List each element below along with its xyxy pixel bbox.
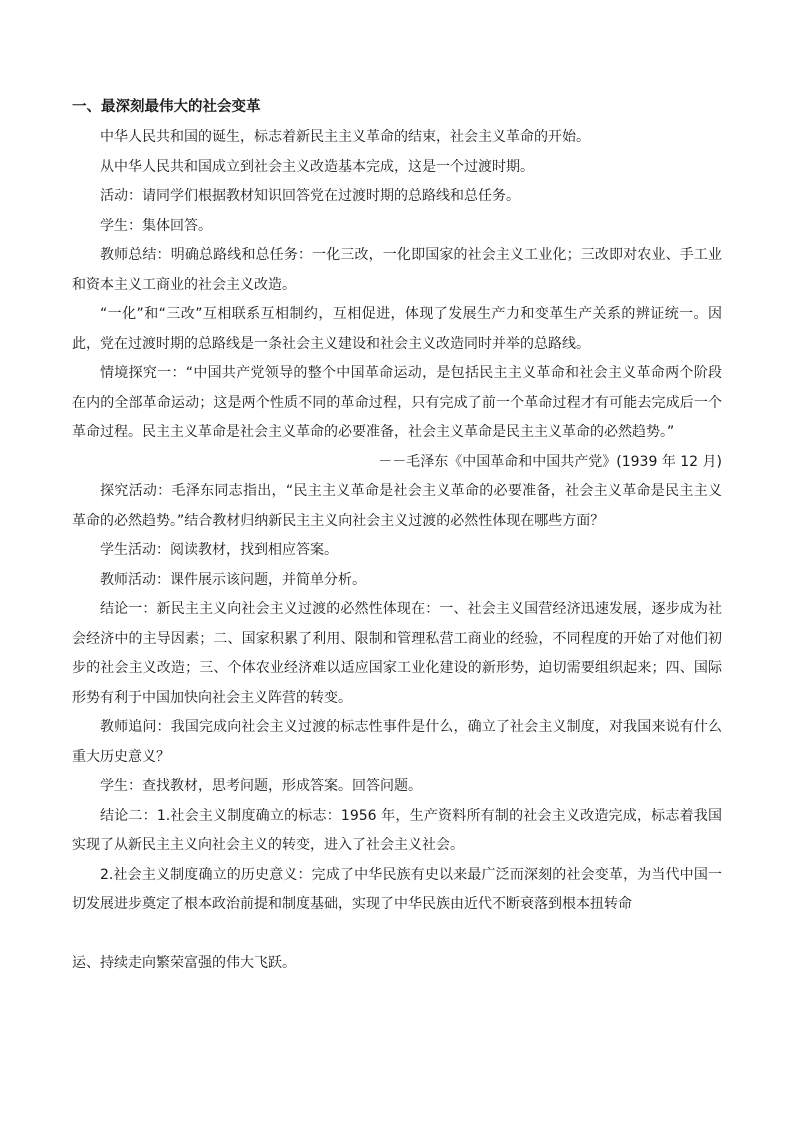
paragraph-teacher-follow-up: 教师追问：我国完成向社会主义过渡的标志性事件是什么，确立了社会主义制度，对我国来说有什么重大历史意义？ xyxy=(72,719,722,765)
quote-attribution: －－毛泽东《中国革命和中国共产党》(1939 年 12 月) xyxy=(378,453,722,470)
paragraph-inquiry-activity: 探究活动：毛泽东同志指出，“民主主义革命是社会主义革命的必要准备，社会主义革命是民主主义革命的必然趋势。”结合教材归纳新民主主义向社会主义过渡的必然性体现在哪些方面？ xyxy=(72,483,722,529)
paragraph-continuation: 运、持续走向繁荣富强的伟大飞跃。 xyxy=(72,954,296,971)
paragraph-teacher-summary: 教师总结：明确总路线和总任务：一化三改，一化即国家的社会主义工业化；三改即对农业、手工业和资本主义工商业的社会主义改造。 xyxy=(72,247,722,293)
paragraph-gap xyxy=(72,920,722,949)
paragraph-scenario-inquiry: 情境探究一：“中国共产党领导的整个中国革命运动，是包括民主主义革命和社会主义革命两个阶段在内的全部革命运动；这是两个性质不同的革命过程，只有完成了前一个革命过程才有可能去完成后一个革命过程。民主主义革命是社会主义革命的必要准备，社会主义革命是民主主义革命的必然趋势。” xyxy=(72,365,722,440)
paragraph-student-answer: 学生：集体回答。 xyxy=(100,217,212,234)
paragraph-birth-of-prc: 中华人民共和国的诞生，标志着新民主主义革命的结束，社会主义革命的开始。 xyxy=(100,129,590,145)
paragraph-conclusion-one: 结论一：新民主主义向社会主义过渡的必然性体现在：一、社会主义国营经济迅速发展，逐步成为社会经济中的主导因素；二、国家积累了利用、限制和管理私营工商业的经验，不同程度的开始了对他们初步的社会主义改造；三、个体农业经济难以适应国家工业化建设的新形势，迫切需要组织起来；四、国际形势有利于中国加快向社会主义阵营的转变。 xyxy=(72,601,722,706)
paragraph-conclusion-two: 结论二：1.社会主义制度确立的标志：1956 年，生产资料所有制的社会主义改造完成，标志着我国实现了从新民主主义向社会主义的转变，进入了社会主义社会。 xyxy=(72,807,722,853)
paragraph-transition-period: 从中华人民共和国成立到社会主义改造基本完成，这是一个过渡时期。 xyxy=(100,158,534,175)
paragraph-activity: 活动：请同学们根据教材知识回答党在过渡时期的总路线和总任务。 xyxy=(100,188,520,204)
paragraph-student-response: 学生：查找教材，思考问题，形成答案。回答问题。 xyxy=(100,778,422,794)
document-page xyxy=(72,96,722,978)
paragraph-teacher-activity: 教师活动：课件展示该问题，并简单分析。 xyxy=(100,571,366,588)
paragraph-one-and-three: “一化”和“三改”互相联系互相制约，互相促进，体现了发展生产力和变革生产关系的辨证统一。因此，党在过渡时期的总路线是一条社会主义建设和社会主义改造同时并举的总路线。 xyxy=(72,306,722,352)
paragraph-historical-significance: 2.社会主义制度确立的历史意义：完成了中华民族有史以来最广泛而深刻的社会变革，为当代中国一切发展进步奠定了根本政治前提和制度基础，实现了中华民族由近代不断衰落到根本扭转命 xyxy=(72,866,722,912)
paragraph-student-activity: 学生活动：阅读教材，找到相应答案。 xyxy=(100,542,338,558)
section-heading: 一、最深刻最伟大的社会变革 xyxy=(72,99,261,115)
